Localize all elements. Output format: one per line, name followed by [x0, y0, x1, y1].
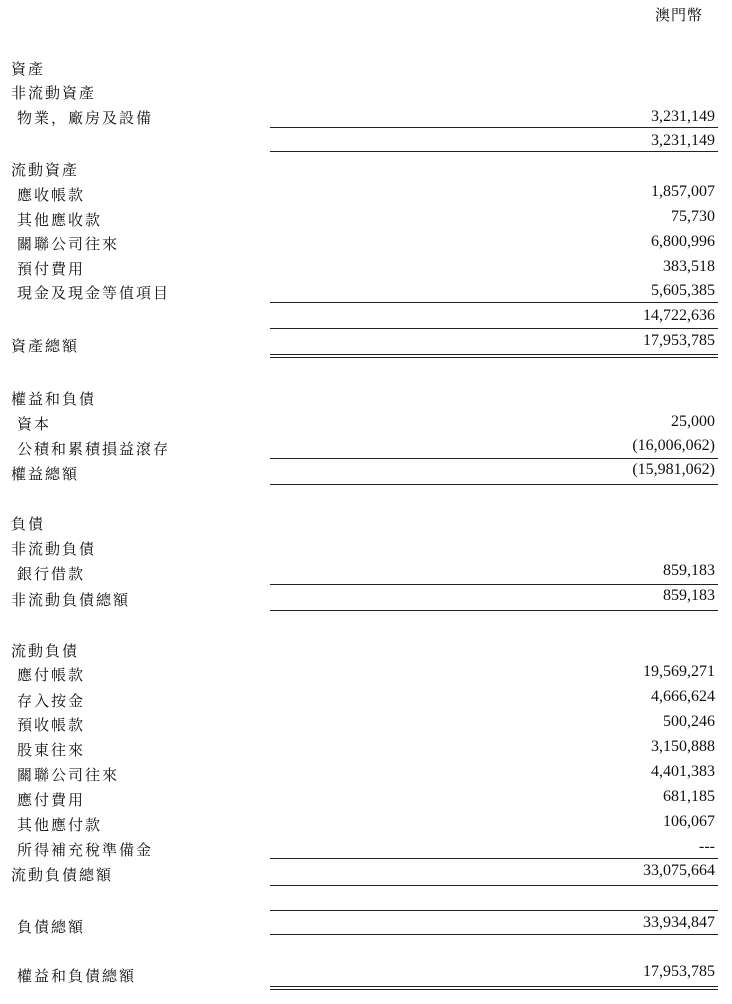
- non-current-assets-subtotal: 3,231,149: [651, 132, 715, 149]
- shareholders-value: 3,150,888: [651, 738, 715, 755]
- related-companies-label: 關聯公司往來: [17, 235, 120, 253]
- shareholders-label: 股東往來: [17, 741, 86, 759]
- ppe-label: 物業，廠房及設備: [17, 109, 154, 127]
- rule: [270, 458, 718, 459]
- accrued-value: 681,185: [663, 788, 715, 805]
- related-companies-payable-value: 4,401,383: [651, 763, 715, 780]
- liabilities-heading: 負債: [11, 515, 46, 533]
- currency-label: 澳門幣: [655, 6, 704, 24]
- assets-heading: 資產: [11, 60, 46, 78]
- bank-loans-value: 859,183: [663, 562, 715, 579]
- double-rule: [270, 354, 718, 358]
- current-liabilities-total-label: 流動負債總額: [11, 866, 114, 884]
- bank-loans-label: 銀行借款: [17, 565, 86, 583]
- non-current-liabilities-total-value: 859,183: [663, 587, 715, 604]
- total-liabilities-label: 負債總額: [17, 918, 86, 936]
- current-liabilities-heading: 流動負債: [11, 642, 80, 660]
- equity-total-label: 權益總額: [11, 465, 80, 483]
- rule: [270, 328, 718, 329]
- non-current-assets-heading: 非流動資產: [11, 84, 97, 102]
- payables-value: 19,569,271: [643, 663, 715, 680]
- deposits-value: 4,666,624: [651, 688, 715, 705]
- deposits-label: 存入按金: [17, 692, 86, 710]
- prepayments-label: 預付費用: [17, 260, 86, 278]
- other-receivables-value: 75,730: [671, 208, 715, 225]
- current-liabilities-total-value: 33,075,664: [643, 862, 715, 879]
- non-current-liabilities-total-label: 非流動負債總額: [11, 591, 131, 609]
- equity-total-value: (15,981,062): [632, 461, 715, 478]
- ppe-value: 3,231,149: [651, 108, 715, 125]
- cash-value: 5,605,385: [651, 282, 715, 299]
- accrued-label: 應付費用: [17, 791, 86, 809]
- rule: [270, 151, 718, 152]
- rule: [270, 484, 718, 485]
- total-assets-value: 17,953,785: [643, 332, 715, 349]
- total-liabilities-value: 33,934,847: [643, 914, 715, 931]
- rule: [270, 584, 718, 585]
- current-assets-heading: 流動資產: [11, 161, 80, 179]
- rule: [270, 302, 718, 303]
- grand-total-label: 權益和負債總額: [17, 967, 137, 985]
- cash-label: 現金及現金等值項目: [17, 284, 171, 302]
- other-receivables-label: 其他應收款: [17, 211, 103, 229]
- current-assets-subtotal: 14,722,636: [643, 307, 715, 324]
- other-payables-value: 106,067: [663, 813, 715, 830]
- receivables-label: 應收帳款: [17, 186, 86, 204]
- equity-liabilities-heading: 權益和負債: [11, 390, 97, 408]
- reserves-label: 公積和累積損益滾存: [17, 440, 171, 458]
- rule: [270, 885, 718, 886]
- advances-label: 預收帳款: [17, 716, 86, 734]
- grand-total-value: 17,953,785: [643, 963, 715, 980]
- rule: [270, 934, 718, 935]
- receivables-value: 1,857,007: [651, 183, 715, 200]
- advances-value: 500,246: [663, 713, 715, 730]
- double-rule: [270, 986, 718, 990]
- capital-value: 25,000: [671, 413, 715, 430]
- non-current-liabilities-heading: 非流動負債: [11, 540, 97, 558]
- rule: [270, 127, 718, 128]
- tax-provision-label: 所得補充稅準備金: [17, 841, 154, 859]
- rule: [270, 910, 718, 911]
- total-assets-label: 資產總額: [11, 337, 80, 355]
- tax-provision-value: ---: [699, 838, 715, 855]
- related-companies-value: 6,800,996: [651, 233, 715, 250]
- capital-label: 資本: [17, 415, 52, 433]
- reserves-value: (16,006,062): [632, 437, 715, 454]
- prepayments-value: 383,518: [663, 258, 715, 275]
- other-payables-label: 其他應付款: [17, 816, 103, 834]
- rule: [270, 610, 718, 611]
- rule: [270, 858, 718, 859]
- related-companies-payable-label: 關聯公司往來: [17, 766, 120, 784]
- payables-label: 應付帳款: [17, 666, 86, 684]
